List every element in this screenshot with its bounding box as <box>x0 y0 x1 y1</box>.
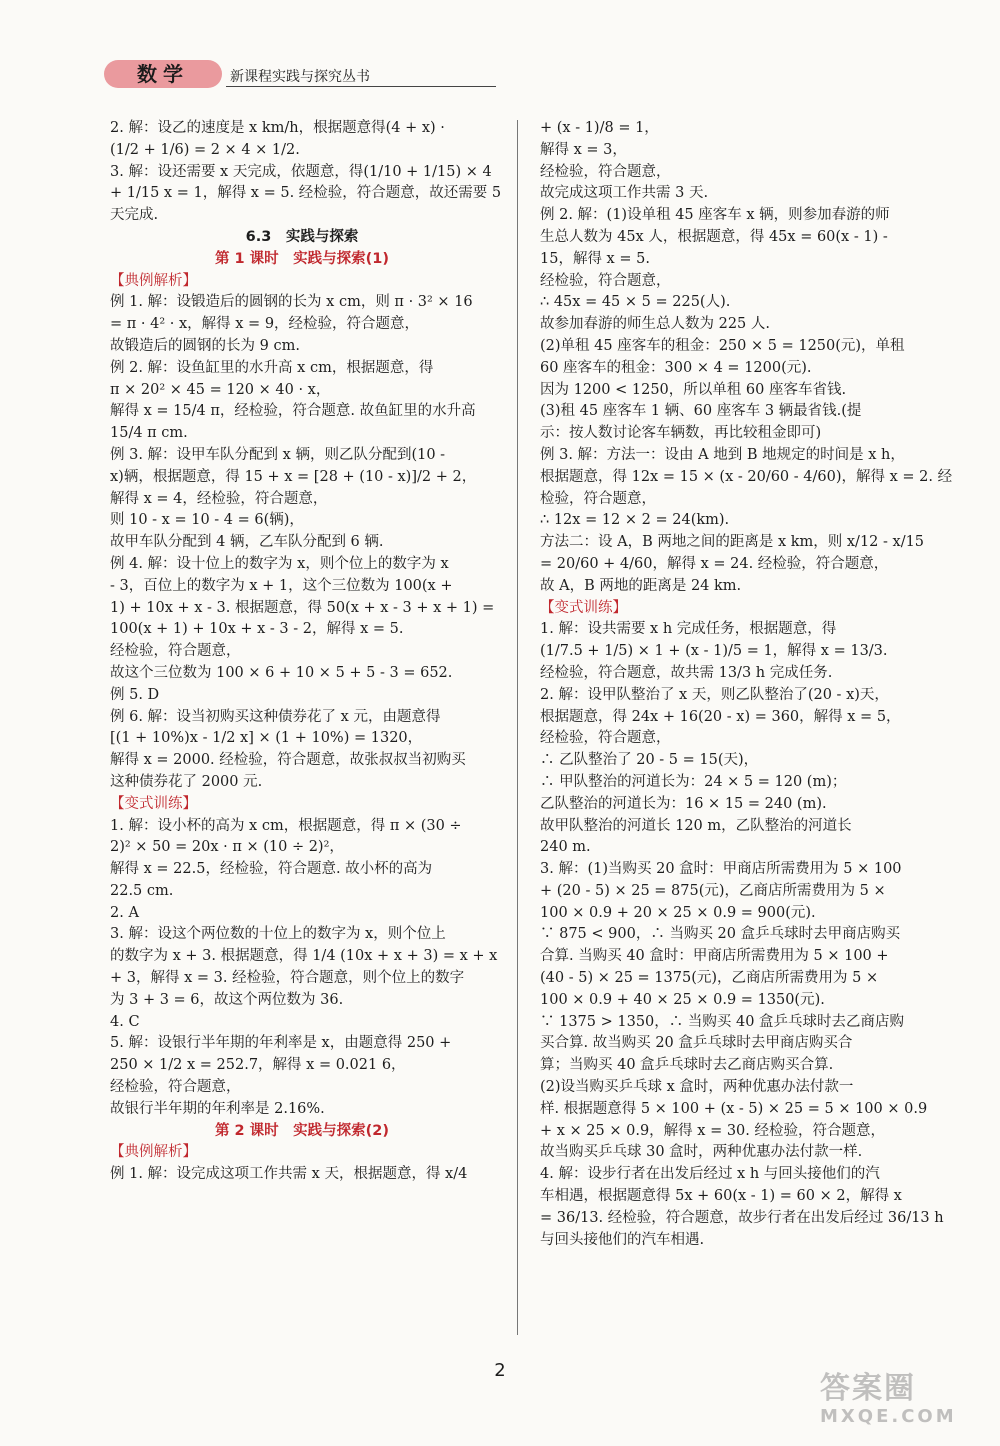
text-line: 15/4 π cm. <box>110 425 188 442</box>
text-line: 方法二：设 A，B 两地之间的距离是 x km，则 x/12 - x/15 <box>540 534 925 551</box>
text-line: 根据题意，得 12x = 15 × (x - 20/60 - 4/60)，解得 x = 2. 经 <box>540 468 953 485</box>
text-line: π × 20² × 45 = 120 × 40 · x， <box>110 381 331 398</box>
text-line: ∵ 875 < 900，∴ 当购买 20 盒乒乓球时去甲商店购买 <box>540 926 901 943</box>
text-line: 例 3. 解：设甲车队分配到 x 辆，则乙队分配到(10 - <box>110 446 446 463</box>
text-line: 故当购买乒乓球 30 盒时，两种优惠办法付款一样. <box>540 1144 863 1161</box>
watermark-line2: MXQE.COM <box>820 1406 957 1427</box>
lesson-heading: 第 2 课时 实践与探索(2) <box>214 1122 390 1139</box>
text-line: 60 座客车的租金：300 × 4 = 1200(元). <box>540 359 812 376</box>
text-line: (40 - 5) × 25 = 1375(元)，乙商店所需费用为 5 × <box>540 970 879 987</box>
section-tag: 【典例解析】 <box>110 1144 197 1161</box>
text-line: + (x - 1)/8 = 1， <box>540 120 659 136</box>
text-line: 解得 x = 15/4 π，经检验，符合题意. 故鱼缸里的水升高 <box>110 403 476 420</box>
text-line: + x × 25 × 0.9，解得 x = 30. 经检验，符合题意， <box>540 1122 886 1139</box>
lesson-heading: 第 1 课时 实践与探索(1) <box>214 250 390 267</box>
watermark-line1: 答案圈 <box>820 1371 916 1406</box>
text-line: 例 2. 解：设鱼缸里的水升高 x cm，根据题意，得 <box>110 359 434 376</box>
text-line: 100(x + 1) + 10x + x - 3 - 2，解得 x = 5. <box>110 621 404 638</box>
text-line: ∴ 12x = 12 × 2 = 24(km). <box>540 512 730 529</box>
text-line: 例 1. 解：设锻造后的圆钢的长为 x cm，则 π · 3² × 16 <box>110 294 473 311</box>
text-line: 的数字为 x + 3. 根据题意，得 1/4 (10x + x + 3) = x + x <box>110 948 498 965</box>
text-line: + 3，解得 x = 3. 经检验，符合题意，则个位上的数字 <box>110 970 465 987</box>
text-line: 例 1. 解：设完成这项工作共需 x 天，根据题意，得 x/4 <box>110 1166 468 1183</box>
text-line: 经检验，符合题意， <box>110 643 241 660</box>
text-line: 为 3 + 3 = 6，故这个两位数为 36. <box>110 991 344 1008</box>
text-line: (2)设当购买乒乓球 x 盒时，两种优惠办法付款一 <box>540 1079 854 1096</box>
page-number: 2 <box>494 1360 506 1381</box>
text-line: 合算. 当购买 40 盒时：甲商店所需费用为 5 × 100 + <box>540 948 889 965</box>
text-line: 故甲车队分配到 4 辆，乙车队分配到 6 辆. <box>110 534 384 551</box>
text-line: 4. C <box>110 1013 140 1030</box>
text-line: ∴ 乙队整治了 20 - 5 = 15(天)， <box>540 752 759 769</box>
text-line: 样. 根据题意得 5 × 100 + (x - 5) × 25 = 5 × 100 × 0.9 <box>540 1100 928 1117</box>
text-line: 故 A，B 两地的距离是 24 km. <box>540 577 742 594</box>
text-line: = 20/60 + 4/60，解得 x = 24. 经检验，符合题意， <box>540 555 889 572</box>
text-line: 经检验，符合题意， <box>540 272 671 289</box>
section-tag: 【典例解析】 <box>110 272 197 289</box>
text-line: 故这个三位数为 100 × 6 + 10 × 5 + 5 - 3 = 652. <box>110 664 453 681</box>
text-line: 故完成这项工作共需 3 天. <box>540 185 709 202</box>
text-line: 故参加春游的师生总人数为 225 人. <box>540 316 771 333</box>
text-line: 3. 解：设还需要 x 天完成，依题意，得(1/10 + 1/15) × 4 <box>110 163 492 180</box>
text-line: (1/7.5 + 1/5) × 1 + (x - 1)/5 = 1，解得 x = 13/3. <box>540 643 888 660</box>
text-line: 这种债券花了 2000 元. <box>110 773 263 790</box>
text-line: 天完成. <box>110 207 159 224</box>
page-header <box>100 58 400 92</box>
text-line: 算；当购买 40 盒乒乓球时去乙商店购买合算. <box>540 1057 834 1074</box>
text-line: 2. A <box>110 904 139 921</box>
text-line: 100 × 0.9 + 40 × 25 × 0.9 = 1350(元). <box>540 991 825 1008</box>
section-tag: 【变式训练】 <box>540 599 627 616</box>
text-line: 250 × 1/2 x = 252.7，解得 x = 0.021 6， <box>110 1057 406 1074</box>
text-line: 解得 x = 4，经检验，符合题意， <box>110 490 328 507</box>
text-line: 示：按人数讨论客车辆数，再比较租金即可) <box>540 425 822 442</box>
column-divider <box>517 120 518 1335</box>
text-line: (1/2 + 1/6) = 2 × 4 × 1/2. <box>110 141 300 158</box>
text-line: x)辆，根据题意，得 15 + x = [28 + (10 - x)]/2 + 2， <box>110 468 477 485</box>
text-line: 经检验，符合题意， <box>110 1079 241 1096</box>
text-line: 240 m. <box>540 839 591 856</box>
text-line: 15，解得 x = 5. <box>540 250 650 267</box>
text-line: = 36/13. 经检验，符合题意，故步行者在出发后经过 36/13 h <box>540 1209 944 1226</box>
text-line: 因为 1200 < 1250，所以单租 60 座客车省钱. <box>540 381 847 398</box>
text-line: 2. 解：设甲队整治了 x 天，则乙队整治了(20 - x)天， <box>540 686 889 703</box>
text-line: 5. 解：设银行半年期的年利率是 x，由题意得 250 + <box>110 1035 452 1052</box>
left-column <box>110 118 502 1186</box>
series-title: 新课程实践与探究丛书 <box>230 69 370 85</box>
text-line: 例 4. 解：设十位上的数字为 x，则个位上的数字为 x <box>110 555 449 572</box>
text-line: 例 5. D <box>110 686 160 703</box>
text-line: 解得 x = 22.5，经检验，符合题意. 故小杯的高为 <box>110 861 433 878</box>
text-line: 生总人数为 45x 人，根据题意，得 45x = 60(x - 1) - <box>540 228 888 245</box>
subject-label: 数学 <box>104 60 222 88</box>
text-line: 故锻造后的圆钢的长为 9 cm. <box>110 337 300 354</box>
text-line: ∵ 1375 > 1350，∴ 当购买 40 盒乒乓球时去乙商店购 <box>540 1013 905 1030</box>
text-line: 经检验，符合题意， <box>540 163 671 180</box>
text-line: 3. 解：(1)当购买 20 盒时：甲商店所需费用为 5 × 100 <box>540 861 902 878</box>
text-line: 例 2. 解：(1)设单租 45 座客车 x 辆，则参加春游的师 <box>540 207 890 224</box>
text-line: 车相遇，根据题意得 5x + 60(x - 1) = 60 × 2，解得 x <box>540 1188 902 1205</box>
text-line: 1) + 10x + x - 3. 根据题意，得 50(x + x - 3 + x + 1) = <box>110 599 495 616</box>
text-line: - 3，百位上的数字为 x + 1，这个三位数为 100(x + <box>110 577 453 594</box>
text-line: 解得 x = 3， <box>540 141 627 158</box>
text-line: 解得 x = 2000. 经检验，符合题意，故张叔叔当初购买 <box>110 752 466 769</box>
text-line: ∴ 45x = 45 × 5 = 225(人). <box>540 294 731 311</box>
text-line: 3. 解：设这个两位数的十位上的数字为 x，则个位上 <box>110 926 446 943</box>
text-line: 例 3. 解：方法一：设由 A 地到 B 地规定的时间是 x h， <box>540 446 905 463</box>
text-line: 故甲队整治的河道长 120 m，乙队整治的河道长 <box>540 817 852 834</box>
text-line: = π · 4² · x，解得 x = 9，经检验，符合题意， <box>110 316 420 333</box>
section-tag: 【变式训练】 <box>110 795 197 812</box>
text-line: 根据题意，得 24x + 16(20 - x) = 360，解得 x = 5， <box>540 708 901 725</box>
watermark-logo <box>820 1372 980 1436</box>
text-line: (3)租 45 座客车 1 辆、60 座客车 3 辆最省钱.(提 <box>540 403 862 420</box>
text-line: (2)单租 45 座客车的租金：250 × 5 = 1250(元)，单租 <box>540 337 905 354</box>
text-line: 100 × 0.9 + 20 × 25 × 0.9 = 900(元). <box>540 904 816 921</box>
text-line: + 1/15 x = 1，解得 x = 5. 经检验，符合题意，故还需要 5 <box>110 185 502 202</box>
header-rule <box>226 86 496 87</box>
section-heading: 6.3 实践与探索 <box>245 228 359 245</box>
text-line: 经检验，符合题意， <box>540 730 671 747</box>
text-line: 2)² × 50 = 20x · π × (10 ÷ 2)²， <box>110 839 344 856</box>
text-line: 乙队整治的河道长为：16 × 15 = 240 (m). <box>540 795 827 812</box>
text-line: 例 6. 解：设当初购买这种债券花了 x 元，由题意得 <box>110 708 441 725</box>
text-line: 经检验，符合题意，故共需 13/3 h 完成任务. <box>540 664 833 681</box>
text-line: 买合算. 故当购买 20 盒乒乓球时去甲商店购买合 <box>540 1035 853 1052</box>
text-line: 检验，符合题意， <box>540 490 656 507</box>
text-line: 1. 解：设小杯的高为 x cm，根据题意，得 π × (30 ÷ <box>110 817 462 834</box>
text-line: 与回头接他们的汽车相遇. <box>540 1231 705 1248</box>
right-column <box>540 118 953 1251</box>
text-line: ∴ 甲队整治的河道长为：24 × 5 = 120 (m)； <box>540 773 847 790</box>
text-line: 则 10 - x = 10 - 4 = 6(辆)， <box>110 512 304 529</box>
text-line: 4. 解：设步行者在出发后经过 x h 与回头接他们的汽 <box>540 1166 880 1183</box>
text-line: 2. 解：设乙的速度是 x km/h，根据题意得(4 + x) · <box>110 120 445 136</box>
text-line: + (20 - 5) × 25 = 875(元)，乙商店所需费用为 5 × <box>540 882 886 899</box>
text-line: 22.5 cm. <box>110 882 174 899</box>
text-line: [(1 + 10%)x - 1/2 x] × (1 + 10%) = 1320， <box>110 730 423 747</box>
text-line: 1. 解：设共需要 x h 完成任务，根据题意，得 <box>540 621 837 638</box>
text-line: 故银行半年期的年利率是 2.16%. <box>110 1100 325 1117</box>
